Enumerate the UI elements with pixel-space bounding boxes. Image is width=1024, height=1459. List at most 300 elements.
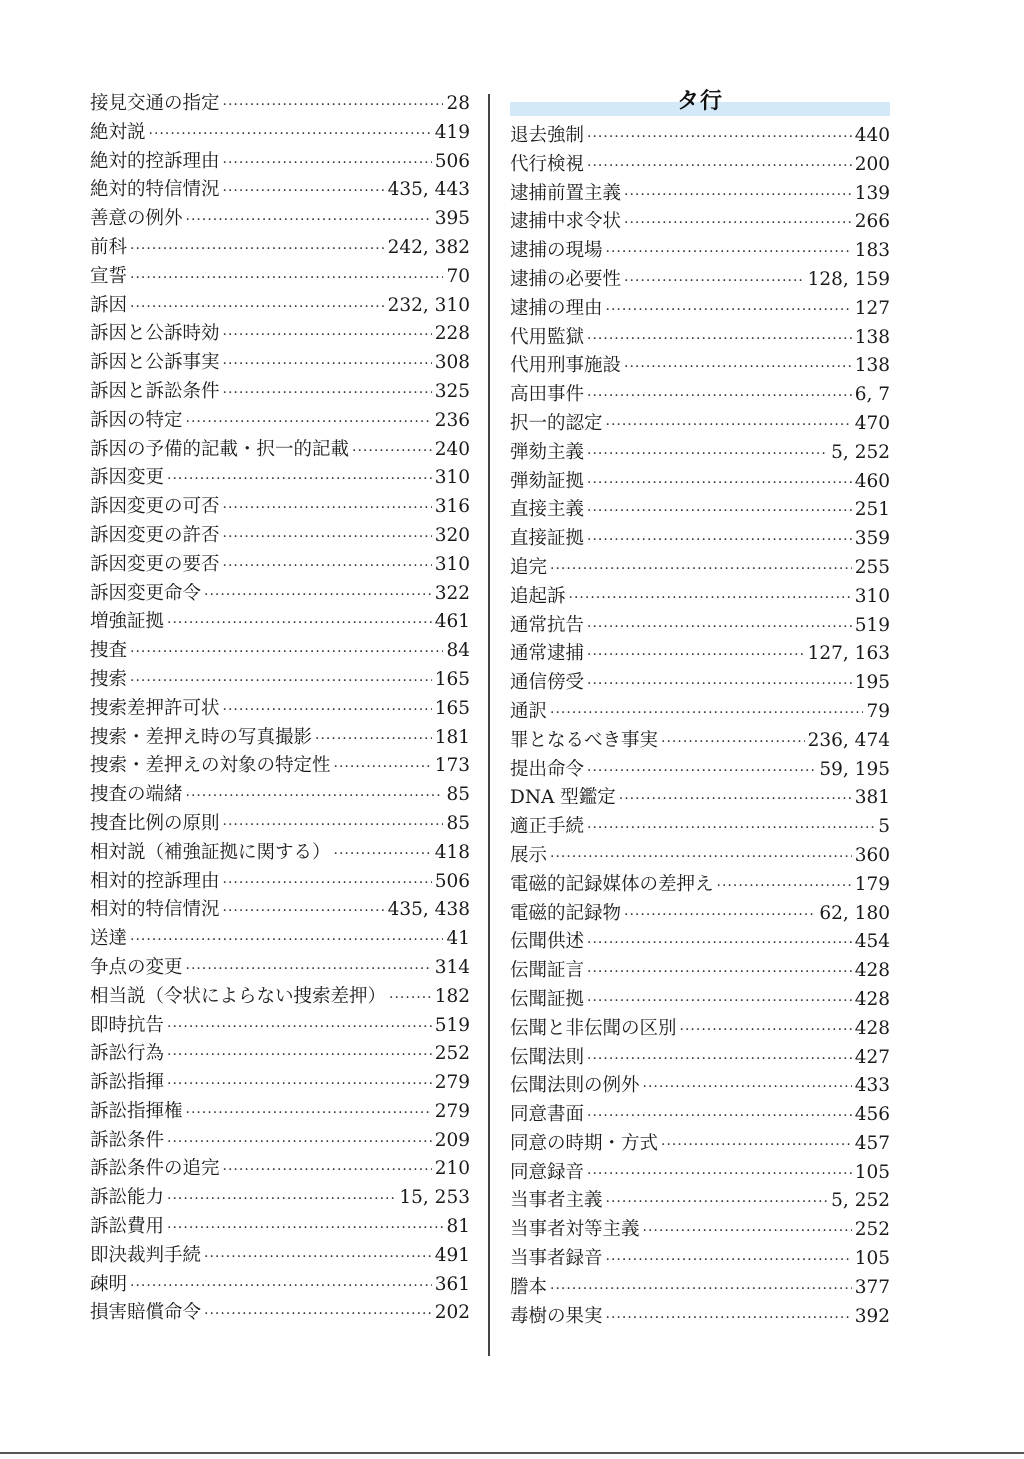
index-page-number: 179: [854, 873, 890, 895]
index-term: 逮捕の必要性: [510, 268, 622, 290]
index-term: 宣誓: [90, 265, 128, 287]
dot-leader: [130, 638, 443, 667]
index-entry: [90, 752, 470, 781]
index-page-number: 181: [434, 726, 470, 748]
index-list-left: [90, 90, 470, 1328]
index-page-number: 236: [434, 409, 470, 431]
index-page-number: 138: [854, 326, 890, 348]
dot-leader: [587, 1045, 852, 1074]
index-page-number: 62, 180: [819, 902, 890, 924]
index-term: 代行検視: [510, 153, 585, 175]
index-entry: [90, 176, 470, 205]
index-term: 訴訟指揮権: [90, 1100, 183, 1122]
dot-leader: [587, 440, 828, 469]
dot-leader: [587, 757, 816, 786]
dot-leader: [624, 901, 816, 930]
section-heading: [510, 86, 890, 116]
index-term: 伝聞証言: [510, 960, 585, 982]
index-term: 捜査比例の原則: [90, 812, 220, 834]
index-term: 通常抗告: [510, 614, 585, 636]
index-term: 捜索: [90, 668, 128, 690]
index-term: 代用監獄: [510, 326, 585, 348]
index-term: 逮捕の現場: [510, 240, 603, 262]
dot-leader: [223, 177, 385, 206]
index-entry: [510, 468, 890, 497]
index-page-number: 433: [854, 1075, 890, 1097]
index-entry: [510, 1072, 890, 1101]
dot-leader: [130, 264, 443, 293]
dot-leader: [587, 987, 852, 1016]
index-entry: [90, 320, 470, 349]
dot-leader: [624, 267, 805, 296]
index-page-number: 240: [434, 438, 470, 460]
dot-leader: [587, 641, 805, 670]
index-page-number: 139: [854, 182, 890, 204]
dot-leader: [167, 1128, 432, 1157]
index-term: 絶対説: [90, 121, 146, 143]
dot-leader: [167, 1214, 443, 1243]
index-term: 電磁的記録物: [510, 902, 622, 924]
index-term: 訴訟条件の追完: [90, 1158, 220, 1180]
index-term: 相対的特信情況: [90, 899, 220, 921]
index-page-number: 255: [854, 556, 890, 578]
index-page-number: 279: [434, 1100, 470, 1122]
index-entry: [510, 1159, 890, 1188]
index-entry: [90, 493, 470, 522]
index-term: 代用刑事施設: [510, 355, 622, 377]
index-term: 捜索・差押え時の写真撮影: [90, 726, 313, 748]
index-page-number: 491: [434, 1244, 470, 1266]
index-page-number: 320: [434, 524, 470, 546]
index-page-number: 457: [854, 1132, 890, 1154]
index-entry: [510, 640, 890, 669]
index-entry: [510, 1044, 890, 1073]
dot-leader: [186, 408, 432, 437]
index-page-number: 127, 163: [807, 643, 890, 665]
index-page-number: 41: [446, 928, 470, 950]
index-entry: [510, 1245, 890, 1274]
dot-leader: [186, 955, 432, 984]
dot-leader: [223, 1156, 432, 1185]
index-term: 接見交通の指定: [90, 93, 220, 114]
index-entry: [90, 234, 470, 263]
index-entry: [90, 1299, 470, 1328]
index-entry: [510, 324, 890, 353]
index-entry: [510, 381, 890, 410]
index-term: 逮捕前置主義: [510, 182, 622, 204]
index-term: 電磁的記録媒体の差押え: [510, 873, 714, 895]
index-entry: [510, 237, 890, 266]
index-term: 罪となるべき事実: [510, 729, 659, 751]
dot-leader: [352, 437, 432, 466]
column-divider: [488, 94, 490, 1356]
index-page-number: 79: [866, 700, 890, 722]
index-page-number: 359: [854, 528, 890, 550]
index-entry: [90, 925, 470, 954]
dot-leader: [587, 497, 852, 526]
index-page-number: 435, 438: [387, 899, 470, 921]
index-entry: [90, 666, 470, 695]
index-term: 毒樹の果実: [510, 1305, 603, 1327]
index-page-number: 322: [434, 582, 470, 604]
index-term: 相対説（補強証拠に関する）: [90, 841, 331, 863]
index-entry: [510, 151, 890, 180]
index-term: 謄本: [510, 1276, 548, 1298]
index-entry: [90, 724, 470, 753]
index-term: 訴因の特定: [90, 409, 183, 431]
index-entry: [90, 1242, 470, 1271]
index-page-number: 377: [854, 1276, 890, 1298]
dot-leader: [186, 782, 444, 811]
dot-leader: [606, 411, 852, 440]
dot-leader: [606, 1304, 852, 1333]
dot-leader: [334, 753, 432, 782]
index-entry: [90, 90, 470, 119]
index-page-number: 419: [434, 121, 470, 143]
index-entry: [510, 698, 890, 727]
index-page-number: 316: [434, 496, 470, 518]
index-page-number: 173: [434, 755, 470, 777]
index-page-number: 252: [854, 1219, 890, 1241]
dot-leader: [223, 811, 444, 840]
index-term: 絶対的特信情況: [90, 179, 220, 201]
index-page-number: 5, 252: [831, 1190, 890, 1212]
index-term: 同意書面: [510, 1104, 585, 1126]
index-term: 当事者録音: [510, 1248, 603, 1270]
index-term: 訴訟条件: [90, 1129, 165, 1151]
index-term: 直接証拠: [510, 528, 585, 550]
index-term: 通信傍受: [510, 672, 585, 694]
index-entry: [90, 349, 470, 378]
dot-leader: [606, 238, 852, 267]
index-entry: [510, 554, 890, 583]
dot-leader: [223, 552, 432, 581]
index-page-number: 435, 443: [387, 179, 470, 201]
index-entry: [90, 810, 470, 839]
index-page-number: 28: [446, 93, 470, 114]
dot-leader: [334, 840, 432, 869]
index-term: 伝聞法則の例外: [510, 1075, 640, 1097]
index-entry: [510, 1101, 890, 1130]
dot-leader: [186, 206, 432, 235]
index-entry: [510, 410, 890, 439]
index-entry: [510, 957, 890, 986]
dot-leader: [717, 872, 852, 901]
index-page-number: 325: [434, 380, 470, 402]
index-page-number: 428: [854, 988, 890, 1010]
index-term: 絶対的控訴理由: [90, 150, 220, 172]
index-page-number: 252: [434, 1043, 470, 1065]
index-term: 訴訟能力: [90, 1187, 165, 1209]
index-term: 弾劾証拠: [510, 470, 585, 492]
dot-leader: [223, 379, 432, 408]
page-bottom-rule: [0, 1452, 1024, 1454]
index-term: 訴因変更: [90, 467, 165, 489]
dot-leader: [587, 1160, 852, 1189]
index-entry: [510, 352, 890, 381]
index-term: 捜索差押許可状: [90, 697, 220, 719]
dot-leader: [186, 1099, 432, 1128]
index-page-number: 70: [446, 265, 470, 287]
index-entry: [510, 180, 890, 209]
dot-leader: [167, 1185, 396, 1214]
index-entry: [90, 119, 470, 148]
index-entry: [510, 1130, 890, 1159]
index-page-number: 428: [854, 960, 890, 982]
index-entry: [510, 813, 890, 842]
dot-leader: [167, 1041, 432, 1070]
index-page-number: 127: [854, 297, 890, 319]
dot-leader: [587, 670, 852, 699]
index-entry: [90, 1184, 470, 1213]
index-term: 訴因の予備的記載・択一的記載: [90, 438, 350, 460]
index-page-number: 381: [854, 787, 890, 809]
index-page-number: 232, 310: [387, 294, 470, 316]
index-term: 当事者主義: [510, 1190, 603, 1212]
dot-leader: [149, 120, 432, 149]
dot-leader: [223, 696, 432, 725]
index-term: 退去強制: [510, 125, 585, 146]
index-term: 損害賠償命令: [90, 1302, 202, 1324]
index-page-number: 506: [434, 870, 470, 892]
index-entry: [90, 205, 470, 234]
index-entry: [90, 1155, 470, 1184]
index-term: 捜査の端緒: [90, 784, 183, 806]
index-term: 逮捕中求令状: [510, 211, 622, 233]
index-entry: [90, 1271, 470, 1300]
index-term: 同意の時期・方式: [510, 1132, 659, 1154]
index-term: 即決裁判手続: [90, 1244, 202, 1266]
index-term: 訴因変更の要否: [90, 553, 220, 575]
dot-leader: [587, 382, 852, 411]
index-term: 伝聞証拠: [510, 988, 585, 1010]
dot-leader: [167, 1013, 432, 1042]
index-page-number: 85: [446, 812, 470, 834]
index-page-number: 105: [854, 1161, 890, 1183]
index-list-right: [510, 122, 890, 1331]
index-term: 伝聞法則: [510, 1046, 585, 1068]
index-term: 伝聞供述: [510, 931, 585, 953]
index-page-number: 279: [434, 1072, 470, 1094]
index-term: 送達: [90, 928, 128, 950]
index-page-number: 202: [434, 1302, 470, 1324]
index-entry: [510, 1187, 890, 1216]
index-entry: [510, 727, 890, 756]
index-page-number: 5, 252: [831, 441, 890, 463]
dot-leader: [643, 1073, 852, 1102]
index-term: 訴因変更の可否: [90, 496, 220, 518]
index-page-number: 418: [434, 841, 470, 863]
index-page-number: 310: [434, 553, 470, 575]
index-term: DNA 型鑑定: [510, 787, 616, 809]
index-term: 追完: [510, 556, 548, 578]
dot-leader: [587, 469, 852, 498]
dot-leader: [130, 293, 385, 322]
index-page-number: 5: [878, 816, 890, 838]
index-entry: [90, 1098, 470, 1127]
dot-leader: [167, 609, 432, 638]
index-page-number: 236, 474: [807, 729, 890, 751]
index-entry: [90, 839, 470, 868]
dot-leader: [587, 152, 852, 181]
index-entry: [510, 496, 890, 525]
dot-leader: [587, 526, 852, 555]
index-entry: [510, 1216, 890, 1245]
index-entry: [90, 1213, 470, 1242]
index-entry: [510, 900, 890, 929]
index-page-number: 310: [434, 467, 470, 489]
dot-leader: [587, 1102, 852, 1131]
index-page-number: 105: [854, 1248, 890, 1270]
index-entry: [90, 522, 470, 551]
index-entry: [510, 612, 890, 641]
index-term: 増強証拠: [90, 611, 165, 633]
index-term: 捜索・差押えの対象の特定性: [90, 755, 331, 777]
dot-leader: [606, 1188, 829, 1217]
index-page-number: 519: [854, 614, 890, 636]
index-page-number: 392: [854, 1305, 890, 1327]
index-entry: [90, 1127, 470, 1156]
index-page-number: 506: [434, 150, 470, 172]
index-page-number: 210: [434, 1158, 470, 1180]
index-term: 訴因と公訴時効: [90, 323, 220, 345]
index-entry: [510, 756, 890, 785]
index-term: 通訳: [510, 700, 548, 722]
index-term: 訴因: [90, 294, 128, 316]
index-page-number: 84: [446, 640, 470, 662]
index-entry: [510, 266, 890, 295]
index-entry: [90, 781, 470, 810]
index-entry: [90, 637, 470, 666]
index-entry: [510, 122, 890, 151]
index-page-number: 165: [434, 697, 470, 719]
index-entry: [510, 1274, 890, 1303]
index-page-number: 209: [434, 1129, 470, 1151]
index-entry: [90, 1069, 470, 1098]
index-term: 高田事件: [510, 384, 585, 406]
section-heading-text: タ行: [676, 89, 723, 114]
dot-leader: [661, 1131, 852, 1160]
index-page-number: 182: [434, 985, 470, 1007]
index-page-number: 470: [854, 412, 890, 434]
index-term: 訴因変更命令: [90, 582, 202, 604]
dot-leader: [606, 296, 852, 325]
index-page-number: 200: [854, 153, 890, 175]
dot-leader: [130, 667, 432, 696]
index-page-number: 266: [854, 211, 890, 233]
index-entry: [510, 842, 890, 871]
index-page-number: 427: [854, 1046, 890, 1068]
index-entry: [90, 983, 470, 1012]
dot-leader: [223, 897, 385, 926]
index-entry: [510, 669, 890, 698]
dot-leader: [223, 869, 432, 898]
index-page-number: 361: [434, 1273, 470, 1295]
dot-leader: [587, 814, 875, 843]
index-page-number: 81: [446, 1216, 470, 1238]
dot-leader: [130, 926, 443, 955]
index-page-number: 195: [854, 672, 890, 694]
dot-leader: [550, 699, 863, 728]
dot-leader: [624, 181, 852, 210]
index-page-number: 519: [434, 1014, 470, 1036]
dot-leader: [130, 1272, 432, 1301]
index-entry: [510, 1015, 890, 1044]
index-entry: [90, 436, 470, 465]
dot-leader: [643, 1217, 852, 1246]
index-entry: [510, 784, 890, 813]
dot-leader: [624, 353, 852, 382]
dot-leader: [680, 1016, 852, 1045]
index-page-number: 440: [854, 125, 890, 146]
index-page-number: 85: [446, 784, 470, 806]
index-page-number: 59, 195: [819, 758, 890, 780]
index-entry: [90, 608, 470, 637]
index-entry: [90, 551, 470, 580]
dot-leader: [389, 984, 432, 1013]
dot-leader: [223, 91, 444, 120]
dot-leader: [204, 581, 432, 610]
dot-leader: [167, 465, 432, 494]
dot-leader: [167, 1070, 432, 1099]
index-term: 争点の変更: [90, 956, 183, 978]
index-page-number: 183: [854, 240, 890, 262]
index-column-right: [510, 86, 890, 1331]
index-entry: [90, 1040, 470, 1069]
dot-leader: [606, 1246, 852, 1275]
index-entry: [90, 263, 470, 292]
dot-leader: [204, 1243, 432, 1272]
index-term: 追起訴: [510, 585, 566, 607]
index-term: 訴訟行為: [90, 1043, 165, 1065]
index-page-number: 428: [854, 1017, 890, 1039]
index-page-number: 314: [434, 956, 470, 978]
index-entry: [510, 583, 890, 612]
dot-leader: [315, 725, 432, 754]
index-page-number: 228: [434, 323, 470, 345]
dot-leader: [130, 235, 385, 264]
dot-leader: [204, 1300, 432, 1329]
index-entry: [510, 295, 890, 324]
index-term: 適正手続: [510, 816, 585, 838]
index-page-number: 128, 159: [807, 268, 890, 290]
dot-leader: [223, 350, 432, 379]
index-term: 当事者対等主義: [510, 1219, 640, 1241]
dot-leader: [569, 584, 852, 613]
index-entry: [90, 148, 470, 177]
index-page-number: 456: [854, 1104, 890, 1126]
index-page-number: 165: [434, 668, 470, 690]
dot-leader: [550, 555, 852, 584]
index-term: 疎明: [90, 1273, 128, 1295]
index-term: 相対的控訴理由: [90, 870, 220, 892]
dot-leader: [587, 325, 852, 354]
index-entry: [510, 525, 890, 554]
index-page-number: 242, 382: [387, 236, 470, 258]
index-term: 即時抗告: [90, 1014, 165, 1036]
index-term: 展示: [510, 844, 548, 866]
dot-leader: [587, 929, 852, 958]
index-term: 通常逮捕: [510, 643, 585, 665]
dot-leader: [661, 728, 805, 757]
index-entry: [90, 695, 470, 724]
index-page-number: 454: [854, 931, 890, 953]
index-page-number: 251: [854, 499, 890, 521]
index-entry: [510, 871, 890, 900]
index-page-number: 138: [854, 355, 890, 377]
index-page-number: 395: [434, 208, 470, 230]
index-entry: [510, 439, 890, 468]
